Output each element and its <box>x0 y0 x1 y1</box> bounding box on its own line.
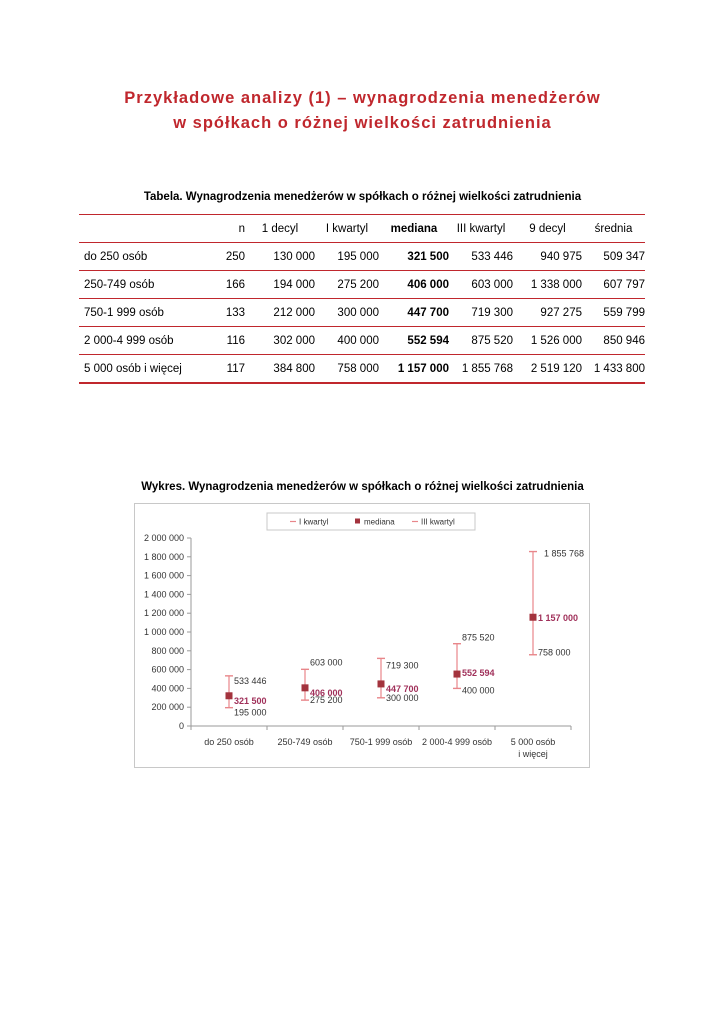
salary-table-container <box>79 214 645 384</box>
table-cell: 406 000 <box>379 271 449 299</box>
table-row <box>79 355 645 384</box>
table-cell: 384 800 <box>245 355 315 384</box>
y-tick-label: 1 000 000 <box>143 627 184 637</box>
table-cell: 509 347 <box>582 243 645 271</box>
row-label-cell: 5 000 osób i więcej <box>79 355 211 384</box>
table-cell: 850 946 <box>582 327 645 355</box>
table-cell: 133 <box>211 299 245 327</box>
table-row <box>79 243 645 271</box>
y-tick-label: 200 000 <box>151 702 184 713</box>
median-label: 1 157 000 <box>538 613 579 624</box>
median-label: 321 500 <box>234 695 267 706</box>
table-cell: 117 <box>211 355 245 384</box>
q1-label: 275 200 <box>310 695 343 706</box>
table-header-cell: I kwartyl <box>315 215 379 243</box>
table-cell: 533 446 <box>449 243 513 271</box>
table-cell: 719 300 <box>449 299 513 327</box>
median-point <box>454 671 461 678</box>
table-caption: Tabela. Wynagrodzenia menedżerów w spółkach o różnej wielkości zatrudnienia <box>143 191 582 203</box>
table-cell: 2 519 120 <box>513 355 582 384</box>
table-row <box>79 299 645 327</box>
median-label: 406 000 <box>310 687 343 698</box>
median-label: 552 594 <box>462 668 495 679</box>
table-cell: 940 975 <box>513 243 582 271</box>
median-point <box>226 692 233 699</box>
row-label-cell: 2 000-4 999 osób <box>79 327 211 355</box>
table-cell: 166 <box>211 271 245 299</box>
y-tick-label: 1 400 000 <box>143 589 184 600</box>
y-tick-label: 1 600 000 <box>143 570 184 581</box>
row-label-cell: do 250 osób <box>79 243 211 271</box>
q3-label: 603 000 <box>310 657 343 668</box>
x-tick-label: i więcej <box>518 749 548 759</box>
legend-label: mediana <box>364 517 395 527</box>
table-cell: 300 000 <box>315 299 379 327</box>
q3-label: 533 446 <box>234 675 267 686</box>
salary-table <box>79 214 645 384</box>
page-title <box>0 86 725 136</box>
q3-label: 1 855 768 <box>544 548 585 559</box>
table-row <box>79 271 645 299</box>
table-cell: 195 000 <box>315 243 379 271</box>
table-header-cell: 9 decyl <box>513 215 582 243</box>
table-cell: 1 433 800 <box>582 355 645 384</box>
chart-frame <box>134 503 590 768</box>
median-point <box>378 680 385 687</box>
q3-label: 875 520 <box>462 632 495 643</box>
table-cell: 447 700 <box>379 299 449 327</box>
table-cell: 275 200 <box>315 271 379 299</box>
table-cell: 400 000 <box>315 327 379 355</box>
x-tick-label: do 250 osób <box>204 737 254 747</box>
page-title-line1: Przykładowe analizy (1) – wynagrodzenia menedżerów <box>124 89 601 107</box>
median-point <box>302 684 309 691</box>
table-cell: 603 000 <box>449 271 513 299</box>
table-header-cell: mediana <box>379 215 449 243</box>
y-tick-label: 800 000 <box>151 645 184 656</box>
row-label-cell: 750-1 999 osób <box>79 299 211 327</box>
table-cell: 1 157 000 <box>379 355 449 384</box>
salary-chart <box>135 504 591 769</box>
table-header-cell <box>79 215 211 243</box>
y-tick-label: 1 800 000 <box>143 551 184 562</box>
legend-label: III kwartyl <box>421 517 455 527</box>
table-cell: 875 520 <box>449 327 513 355</box>
table-header-cell: 1 decyl <box>245 215 315 243</box>
x-tick-label: 750-1 999 osób <box>349 737 413 747</box>
q1-label: 300 000 <box>386 692 419 703</box>
table-cell: 302 000 <box>245 327 315 355</box>
table-cell: 1 526 000 <box>513 327 582 355</box>
q1-label: 400 000 <box>462 685 495 696</box>
table-cell: 130 000 <box>245 243 315 271</box>
table-cell: 116 <box>211 327 245 355</box>
page-title-line2: w spółkach o różnej wielkości zatrudnienia <box>173 114 552 132</box>
table-cell: 559 799 <box>582 299 645 327</box>
q1-label: 195 000 <box>234 707 267 718</box>
q3-label: 719 300 <box>386 660 419 671</box>
median-point <box>530 614 537 621</box>
q1-label: 758 000 <box>538 647 571 658</box>
table-cell: 250 <box>211 243 245 271</box>
table-cell: 607 797 <box>582 271 645 299</box>
table-row <box>79 327 645 355</box>
table-cell: 194 000 <box>245 271 315 299</box>
y-tick-label: 600 000 <box>151 664 184 675</box>
chart-caption: Wykres. Wynagrodzenia menedżerów w spółkach o różnej wielkości zatrudnienia <box>141 481 584 493</box>
row-label-cell: 250-749 osób <box>79 271 211 299</box>
x-tick-label: 2 000-4 999 osób <box>421 737 493 747</box>
table-cell: 927 275 <box>513 299 582 327</box>
table-cell: 1 338 000 <box>513 271 582 299</box>
table-cell: 321 500 <box>379 243 449 271</box>
table-cell: 758 000 <box>315 355 379 384</box>
x-tick-label: 5 000 osób <box>510 737 556 747</box>
table-header-cell: n <box>211 215 245 243</box>
y-tick-label: 400 000 <box>151 683 184 694</box>
y-tick-label: 0 <box>178 721 184 731</box>
y-tick-label: 2 000 000 <box>143 533 184 543</box>
table-header-cell: III kwartyl <box>449 215 513 243</box>
table-cell: 552 594 <box>379 327 449 355</box>
legend-label: I kwartyl <box>299 517 329 527</box>
y-tick-label: 1 200 000 <box>143 608 184 619</box>
legend-marker-median <box>355 519 360 524</box>
table-header-cell: średnia <box>582 215 645 243</box>
table-header-row <box>79 215 645 243</box>
table-cell: 1 855 768 <box>449 355 513 384</box>
x-tick-label: 250-749 osób <box>277 737 333 747</box>
table-cell: 212 000 <box>245 299 315 327</box>
median-label: 447 700 <box>386 683 419 694</box>
